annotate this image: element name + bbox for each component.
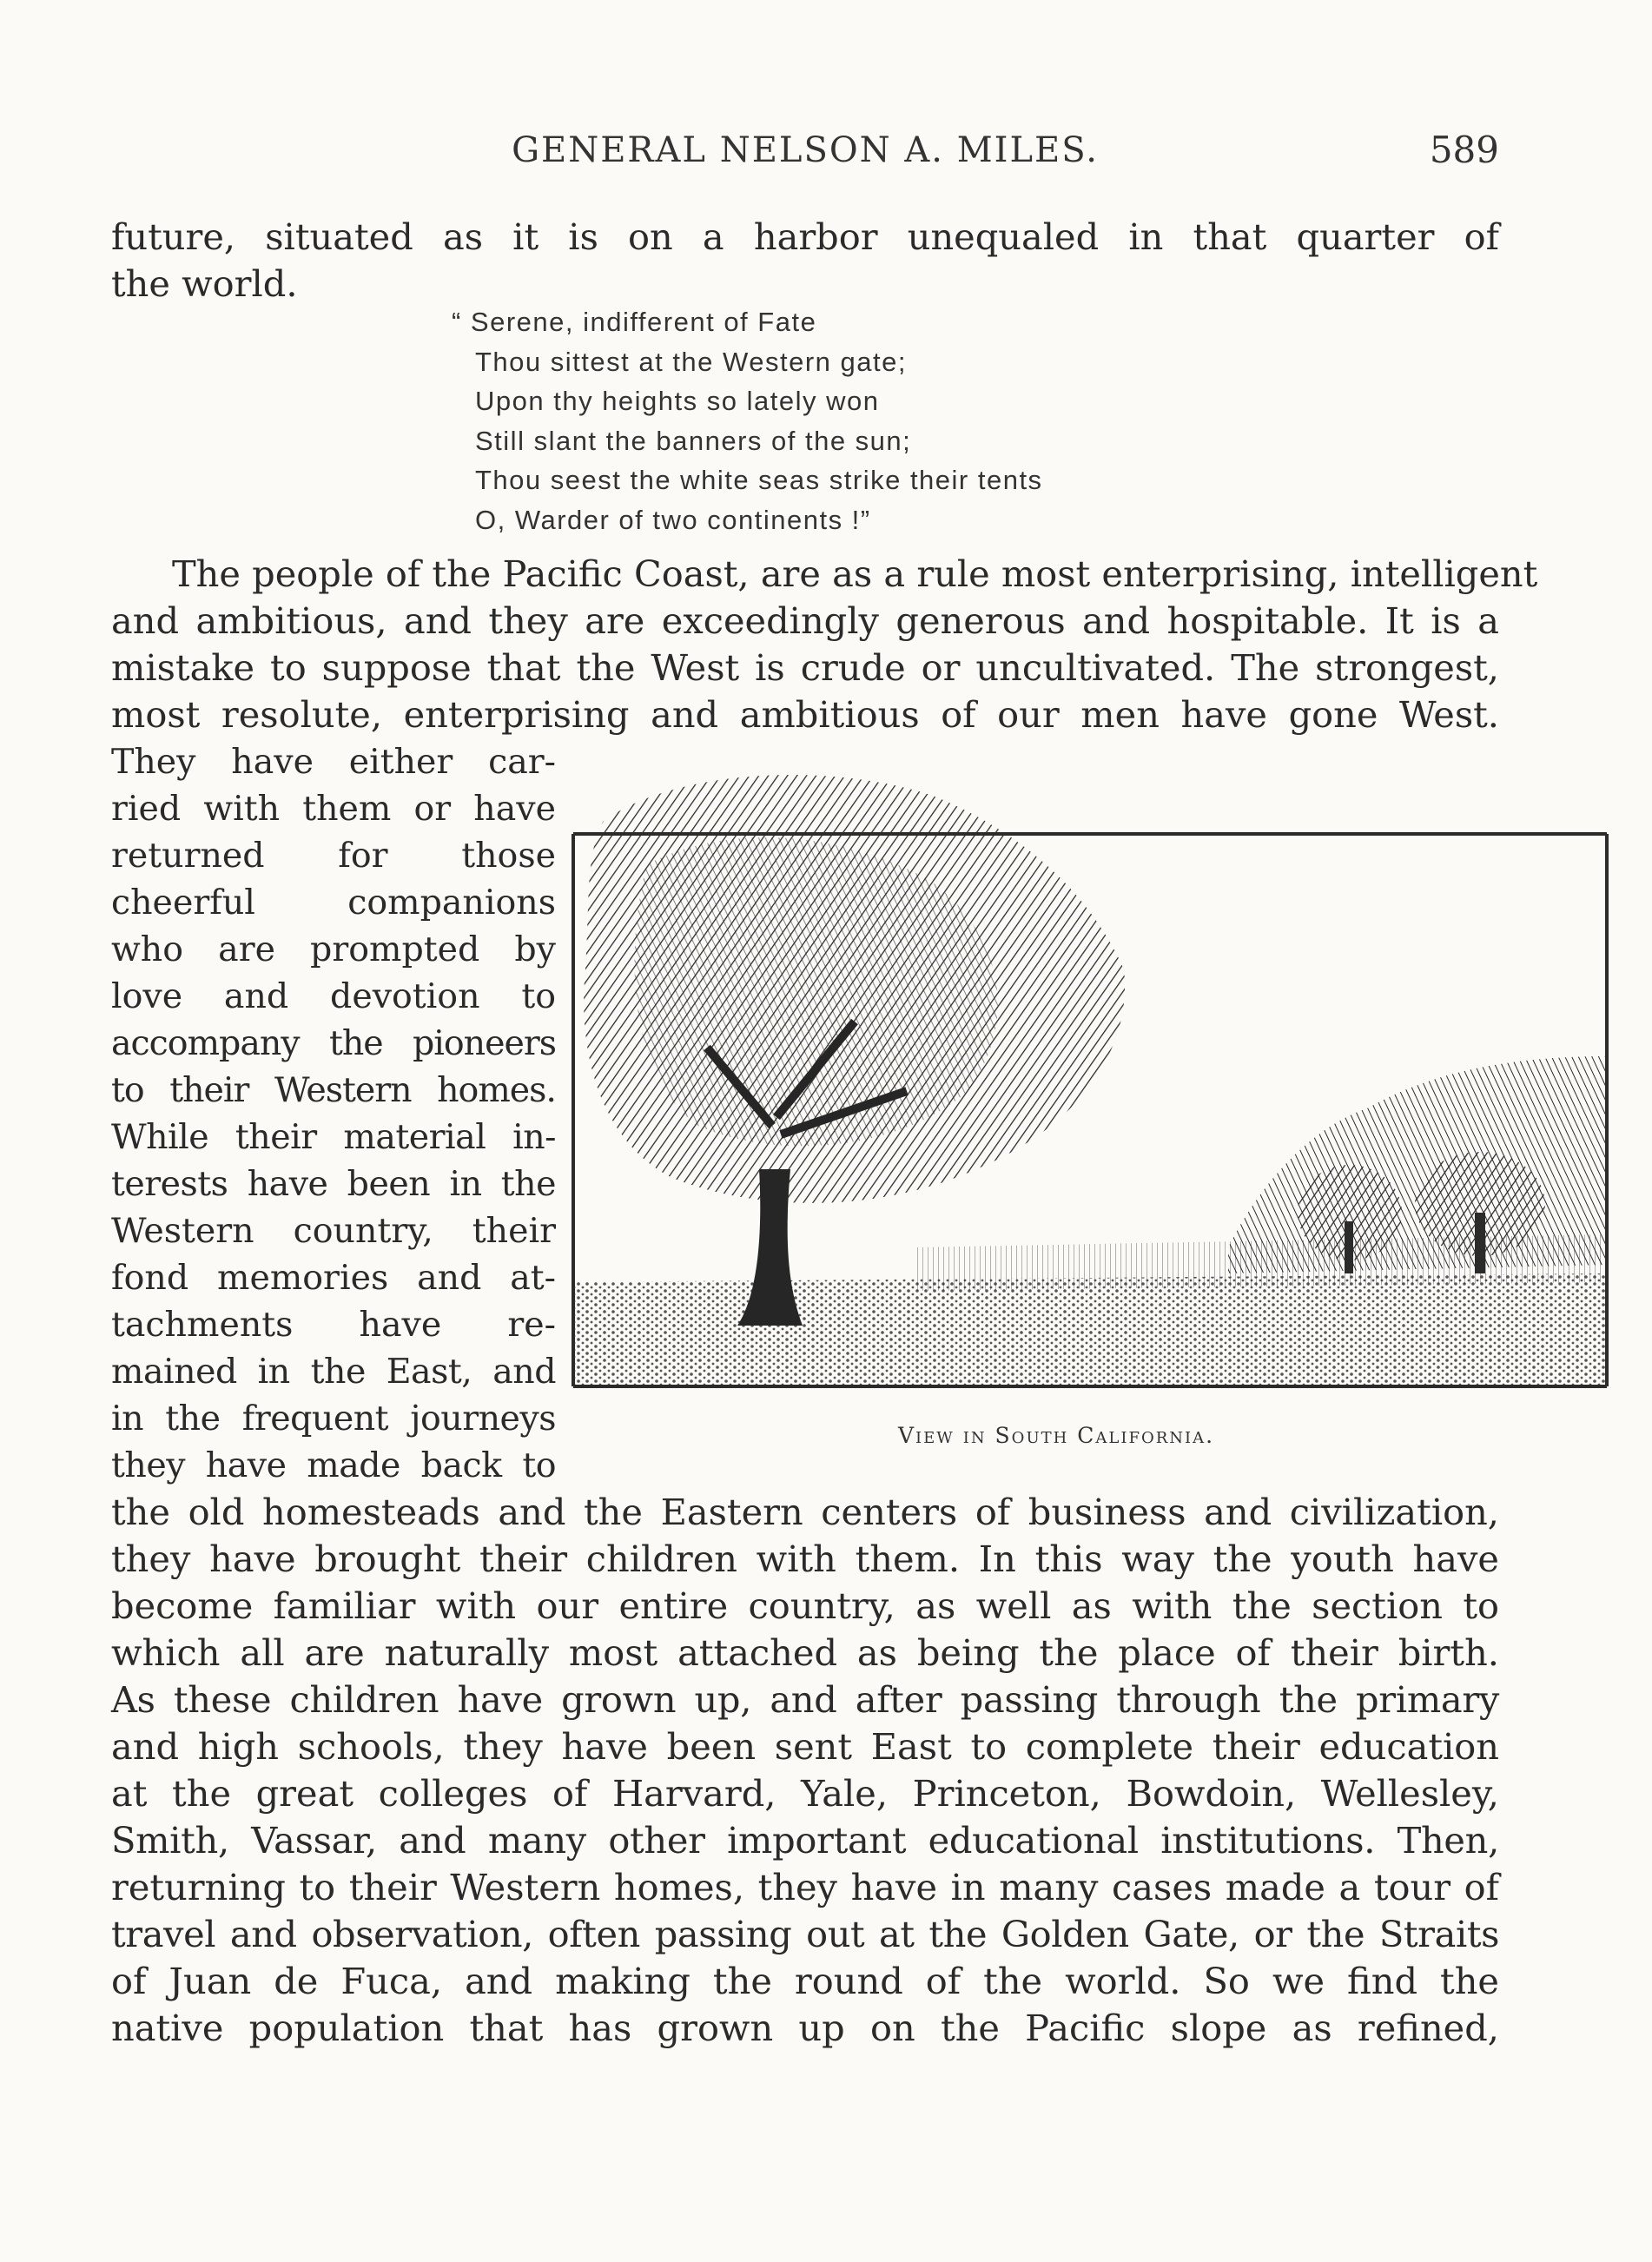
text-line: mistake to suppose that the West is crude or uncultivated. The strongest, [111,646,1499,689]
figure-caption: View in South California. [898,1423,1215,1448]
poem-line: O, Warder of two continents !” [475,504,871,535]
text-line: the old homesteads and the Eastern centers of business and civilization, [111,1491,1499,1533]
poem-line: “ Serene, indifferent of Fate [452,307,817,337]
opening-text [111,214,1499,308]
text-line: The people of the Pacific Coast, are as a rule most enterprising, intelligent [172,552,1538,595]
text-line: accompany the pioneers [111,1023,556,1063]
text-line: Western country, their [111,1211,556,1251]
distant-hill [1228,1056,1607,1273]
landscape-engraving [568,761,1609,1421]
meadow-ground [573,1273,1607,1386]
text-line: fond memories and at- [111,1258,556,1298]
poem-line: Thou seest the white seas strike their tents [475,465,1043,495]
text-line: they have brought their children with them. In this way the youth have [111,1538,1499,1580]
running-head [111,130,1499,179]
text-line: most resolute, enterprising and ambitious of our men have gone West. [111,693,1499,736]
oak-tree [584,775,1125,1326]
wrapped-text-column [111,738,556,1489]
text-line: terests have been in the [111,1164,556,1204]
poem-line: Still slant the banners of the sun; [475,425,912,456]
text-line: who are prompted by [111,929,556,969]
text-line: to their Western homes. [111,1070,556,1110]
text-line: become familiar with our entire country, as well as with the section to [111,1584,1499,1627]
text-line: in the frequent journeys [111,1399,556,1439]
text-line: future, situated as it is on a harbor unequaled in that quarter of [111,215,1499,258]
poem-quote [452,302,1164,539]
text-line: the world. [111,262,298,305]
text-line: travel and observation, often passing out at the Golden Gate, or the Straits [111,1913,1499,1955]
text-line: They have either car- [111,742,556,782]
text-line: ried with them or have [111,789,556,829]
text-line: tachments have re- [111,1305,556,1345]
paragraph-intro [111,551,1538,738]
text-line: which all are naturally most attached as being the place of their birth. [111,1631,1499,1674]
text-line: of Juan de Fuca, and making the round of the world. So we find the [111,1960,1499,2002]
text-line: at the great colleges of Harvard, Yale, Princeton, Bowdoin, Wellesley, [111,1772,1499,1815]
text-line: returning to their Western homes, they have in many cases made a tour of [111,1866,1499,1908]
running-title: GENERAL NELSON A. MILES. [512,130,1099,170]
poem-line: Upon thy heights so lately won [475,386,880,416]
text-line: returned for those [111,836,556,876]
paragraph-closing [111,1489,1499,2052]
text-line: love and devotion to [111,976,556,1016]
text-line: As these children have grown up, and after passing through the primary [111,1678,1499,1721]
text-line: cheerful companions [111,883,556,923]
text-line: native population that has grown up on the Pacific slope as refined, [111,2007,1499,2049]
page-number: 589 [1429,129,1499,171]
text-line: Smith, Vassar, and many other important educational institutions. Then, [111,1819,1499,1862]
text-line: While their material in- [111,1117,556,1157]
text-line: mained in the East, and [111,1352,556,1392]
poem-line: Thou sittest at the Western gate; [475,346,907,377]
text-line: and high schools, they have been sent East to complete their education [111,1725,1499,1768]
text-line: they have made back to [111,1445,556,1485]
text-line: and ambitious, and they are exceedingly generous and hospitable. It is a [111,599,1499,642]
